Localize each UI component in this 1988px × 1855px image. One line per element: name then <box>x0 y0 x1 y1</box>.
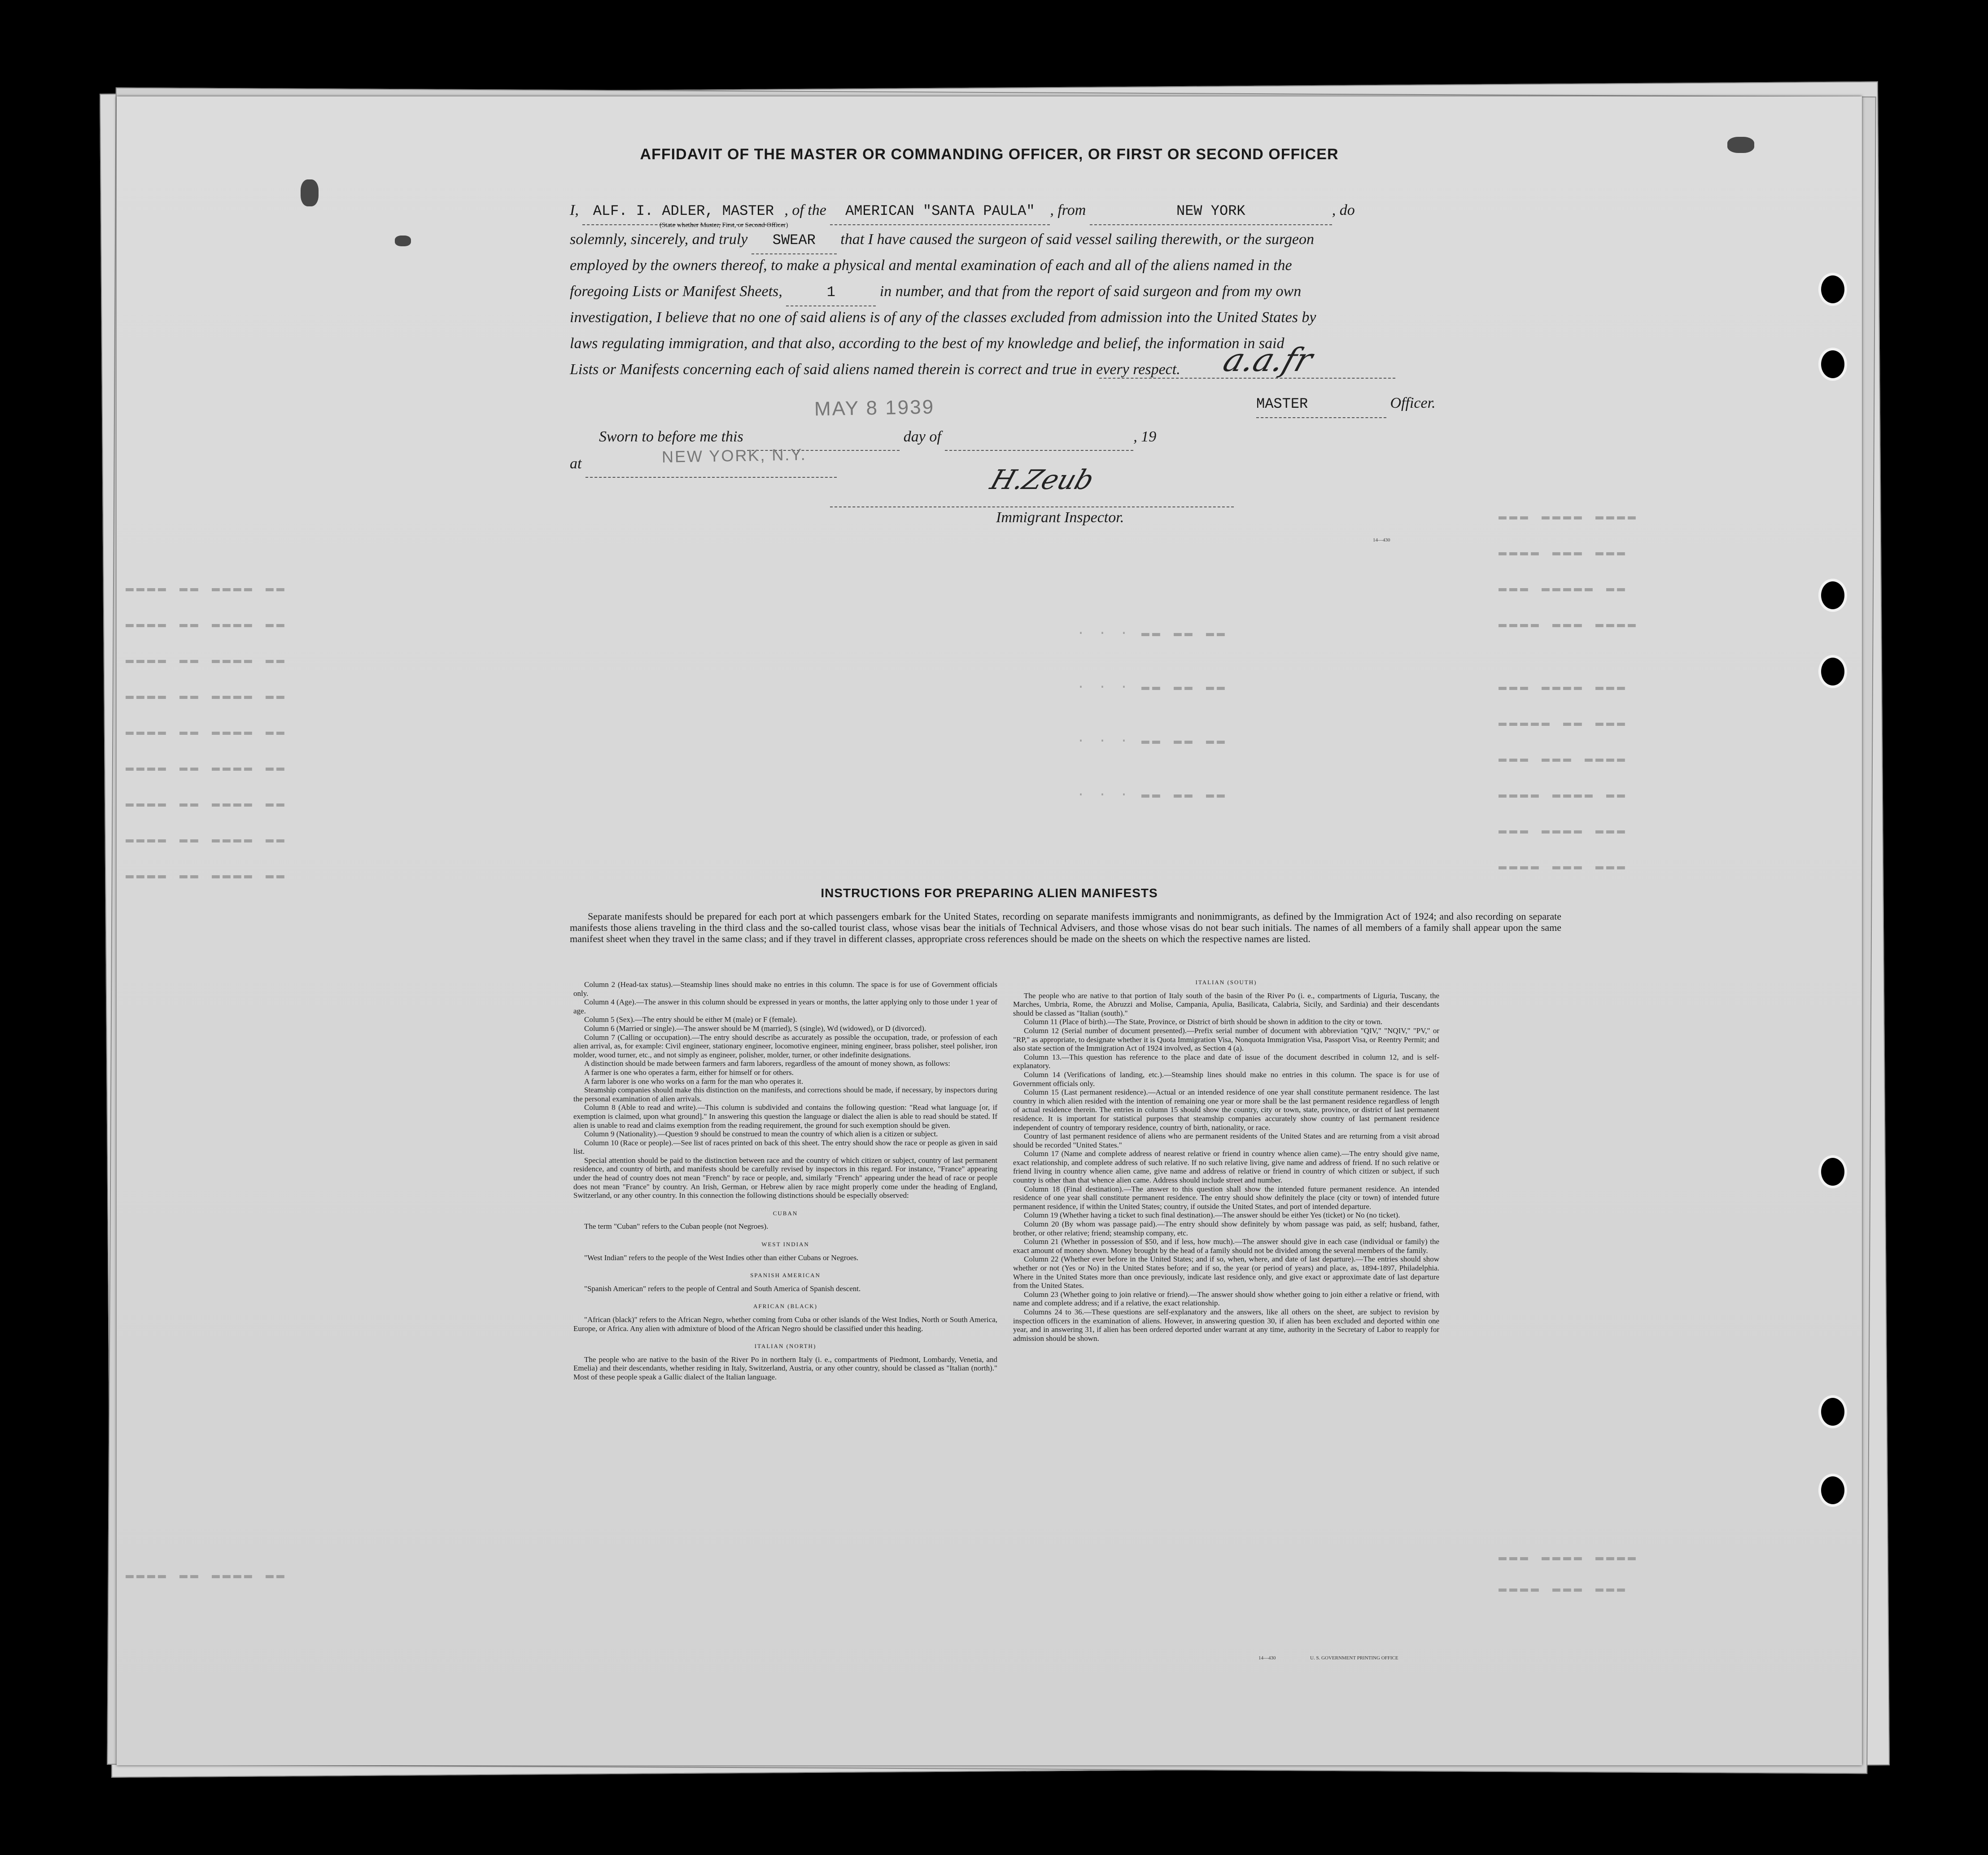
instruction-paragraph: Column 17 (Name and complete address of nearest relative or friend in country whence alien came).—The entry should give name, exact relationship, and complete address of such relative. If no such relative living, give name and address of friend. If no such relative or friend living in country whence alien came, give name and address of relative or friend in country of which citizen or subject, if such country is other than that whence alien came. Address should include street and number. <box>1013 1149 1439 1185</box>
instruction-paragraph: Column 13.—This question has reference to the place and date of issue of the document described in column 12, and is self-explanatory. <box>1013 1052 1439 1070</box>
instruction-paragraph: Column 22 (Whether ever before in the United States; and if so, when, where, and date of last departure).—The entries should show whether or not (Yes or No) in the United States before; and if so, the year (or period of years) and place, as, 1894-1897, Philadelphia. Where in the United States more than once previously, indicate last residence only, and give exact or approximate date of last departure from the United States. <box>1013 1255 1439 1290</box>
affidavit-line-1 <box>570 197 1561 225</box>
date-stamp: MAY 8 1939 <box>814 396 935 420</box>
instruction-paragraph: Column 7 (Calling or occupation).—The entry should describe as accurately as possible the occupation, trade, or profession of each alien arrival, as, for example: Civil engineer, stationary engineer, locomotive engineer, mining engineer, brass polisher, steel polisher, iron molder, wood turner, etc., and not simply as engineer, polisher, molder, turner, or other indefinite designations. <box>573 1033 997 1059</box>
african-definition: "African (black)" refers to the African Negro, whether coming from Cuba or other islands of the West Indies, North or South America, Europe, or Africa. Any alien with admixture of blood of the African Negro should be classified under this heading. <box>573 1315 997 1333</box>
word-sworn: Sworn to before me this <box>599 428 743 445</box>
italian-north-definition: The people who are native to the basin of the River Po in northern Italy (i. e., compartments of Piedmont, Lombardy, Venetia, and Emelia) and their descendants, whether residing in Italy, Switzerland, Austria, or any other country, should be classed as "Italian (north)." Most of these people speak a Gallic dialect of the Italian language. <box>573 1355 997 1381</box>
west-indian-definition: "West Indian" refers to the people of the West Indies other than either Cubans or Negroes. <box>584 1253 859 1262</box>
instruction-paragraph: Column 9 (Nationality).—Question 9 should be construed to mean the country of which alien is a citizen or subject. <box>584 1130 938 1139</box>
cuban-definition: The term "Cuban" refers to the Cuban people (not Negroes). <box>584 1222 769 1231</box>
word-i: I, <box>570 202 579 218</box>
word-solemnly: solemnly, sincerely, and truly <box>570 231 748 248</box>
officer-rank-line <box>1256 390 1570 418</box>
instruction-paragraph: Column 6 (Married or single).—The answer should be M (married), S (single), Wd (widowed), or D (divorced). <box>584 1024 926 1033</box>
punch-hole <box>1818 1395 1847 1428</box>
section-heading-west-indian: WEST INDIAN <box>761 1241 809 1248</box>
instruction-paragraph: A distinction should be made between farmers and farm laborers, regardless of the amount of money shown, as follows: <box>584 1059 950 1068</box>
word-19: , 19 <box>1133 428 1157 445</box>
punch-hole <box>1818 655 1847 688</box>
word-foregoing: foregoing Lists or Manifest Sheets, <box>570 283 782 300</box>
instruction-paragraph: A farmer is one who operates a farm, either for himself or for others. <box>584 1068 794 1077</box>
instruction-paragraph: Column 20 (By whom was passage paid).—The entry should show definitely by whom passage was paid, as self; husband, father, brother, or other relative; friend; steamship company, etc. <box>1013 1220 1439 1237</box>
affidavit-line-4 <box>570 279 1561 306</box>
at-line <box>570 451 974 478</box>
punch-hole <box>1818 1474 1847 1507</box>
instruction-paragraph: Column 23 (Whether going to join relative or friend).—The answer should show whether going to join either a relative or friend, with name and complete address; and if a relative, the exact relationship. <box>1013 1290 1439 1308</box>
instruction-paragraph: Column 4 (Age).—The answer in this column should be expressed in years or months, the latter applying only to those under 1 year of age. <box>573 998 997 1015</box>
affidavit-title: AFFIDAVIT OF THE MASTER OR COMMANDING OFFICER, OR FIRST OR SECOND OFFICER <box>640 146 1339 163</box>
officer-name: ALF. I. ADLER, MASTER <box>582 198 784 225</box>
instruction-paragraph: Column 18 (Final destination).—The answer to this question shall show the intended future permanent residence. An intended residence of one year shall constitute permanent residence. The entry should show definitely the place (city or town) of intended future permanent residence, if within the United States; country, if outside the United States, and port of intended departure. <box>1013 1184 1439 1211</box>
punch-hole <box>1818 273 1847 306</box>
section-heading-italian-north: ITALIAN (NORTH) <box>754 1343 817 1350</box>
affidavit-line-5: investigation, I believe that no one of said aliens is of any of the classes excluded from admission into the United States by <box>570 309 1316 326</box>
word-from: , from <box>1050 202 1086 218</box>
spanish-american-definition: "Spanish American" refers to the people of Central and South America of Spanish descent. <box>584 1284 861 1293</box>
section-heading-spanish-american: SPANISH AMERICAN <box>750 1272 821 1279</box>
printer-imprint: U. S. GOVERNMENT PRINTING OFFICE <box>1310 1655 1398 1661</box>
form-number-top: 14—430 <box>1373 537 1390 543</box>
instruction-paragraph: Column 5 (Sex).—The entry should be either M (male) or F (female). <box>584 1015 797 1024</box>
section-heading-italian-south: ITALIAN (SOUTH) <box>1195 979 1257 986</box>
sheet-count: 1 <box>786 279 876 306</box>
word-that: that I have caused the surgeon of said vessel sailing therewith, or the surgeon <box>840 231 1315 248</box>
punch-hole <box>1818 1155 1847 1188</box>
word-officer: Officer. <box>1390 395 1436 411</box>
word-do: , do <box>1332 202 1355 218</box>
instruction-paragraph: Steamship companies should make this distinction on the manifests, and corrections should be made, if necessary, by inspectors during the personal examination of alien arrivals. <box>573 1086 997 1103</box>
instruction-paragraph: Column 12 (Serial number of document presented).—Prefix serial number of document with abbreviation "QIV," "NQIV," "PV," or "RP," as appropriate, to designate whether it is Quota Immigration Visa, Nonquota Immigration Visa, Passport Visa, or Reentry Permit; and also state section of the Immigration Act of 1924 involved, as Section 4 (a). <box>1013 1026 1439 1053</box>
instructions-left-column <box>573 980 997 1382</box>
master-signature: a.a.fr <box>1219 341 1318 379</box>
instruction-paragraph: The people who are native to that portion of Italy south of the basin of the River Po (i. e., compartments of Liguria, Tuscany, the Marches, Umbria, Rome, the Abruzzi and Molise, Campania, Apulia, Basilicata, Calabria, Sicily, and Sardinia) and their descendants should be classed as "Italian (south)." <box>1013 991 1439 1017</box>
officer-rank: MASTER <box>1256 391 1386 418</box>
punch-hole <box>1818 579 1847 612</box>
instruction-paragraph: Column 15 (Last permanent residence).—Actual or an intended residence of one year shall constitute permanent residence. The last country in which alien resided with the intention of remaining one year or more shall be the last permanent residence regardless of length of actual residence therein. The entries in column 15 should show the country, city or town, state, province, or district of last permanent residence. It is important for statistical purposes that steamship companies accurately show country of last permanent residence independent of country of temporary residence, country of birth, nationality, or race. <box>1013 1088 1439 1132</box>
instruction-paragraph: Country of last permanent residence of aliens who are permanent residents of the United States and are returning from a visit abroad should be recorded "United States." <box>1013 1132 1439 1149</box>
section-heading-african: AFRICAN (BLACK) <box>753 1303 818 1310</box>
instruction-paragraph: Special attention should be paid to the distinction between race and the country of which citizen or subject, country of last permanent residence, and country of birth, and manifests should be carefully revised by inspectors in this regard. For instance, "France" appearing under the head of country does not mean "French" by race or people, and, similarly "French" appearing under the head of race or people does not mean "France" by country. An Irish, German, or Hebrew alien by race might properly come under the heading of England, Switzerland, or any other country. In this connection the following distinctions should be especially observed: <box>573 1156 997 1200</box>
ship-name: AMERICAN "SANTA PAULA" <box>830 198 1050 225</box>
inspector-signature: H.Zeub <box>986 464 1098 496</box>
section-heading-cuban: CUBAN <box>773 1209 798 1217</box>
instruction-paragraph: Column 11 (Place of birth).—The State, Province, or District of birth should be shown in addition to the city or town. <box>1024 1017 1383 1026</box>
instruction-paragraph: Column 10 (Race or people).—See list of races printed on back of this sheet. The entry should show the race or people as given in said list. <box>573 1138 997 1156</box>
word-day-of: day of <box>903 428 941 445</box>
instructions-intro: Separate manifests should be prepared for each port at which passengers embark for the United States, recording on separate manifests immigrants and nonimmigrants, as defined by the Immigration Act of 1924; and also recording on separate manifests those aliens traveling in the third class and the so-called tourist class, whose visas bear the initials of Technical Advisers, and those whose visas do not bear such initials. The names of all members of a family shall appear upon the same manifest sheet when they travel in the same class; and if they travel in different classes, appropriate cross references should be made on the sheets on which the respective names are listed. <box>570 911 1561 944</box>
punch-hole <box>1818 348 1847 381</box>
instruction-paragraph: A farm laborer is one who works on a farm for the man who operates it. <box>584 1077 804 1086</box>
instruction-paragraph: Column 2 (Head-tax status).—Steamship lines should make no entries in this column. The space is for use of Government officials only. <box>573 980 997 998</box>
place-stamp: NEW YORK, N.Y. <box>661 445 807 466</box>
affidavit-sheet: ▬▬▬ ▬▬▬▬ ▬▬▬▬ ▬▬▬▬ ▬▬▬ ▬▬▬ ▬▬▬ ▬▬▬▬▬ ▬▬ ▬▬▬▬ ▬▬▬ ▬▬▬▬ ▬▬▬ ▬▬▬▬ ▬▬▬ ▬▬▬▬▬ ▬▬ ▬▬▬ ▬▬▬ ▬▬▬ ▬▬▬▬ ▬▬▬▬ ▬▬▬▬ ▬▬ ▬▬▬ ▬▬▬▬ ▬▬▬ ▬▬▬▬ ▬▬▬ ▬▬▬ ▬▬▬▬ ▬▬ ▬▬▬▬ ▬▬ ▬▬▬▬ ▬▬ ▬▬▬▬ ▬▬ ▬▬▬▬ ▬▬ ▬▬▬▬ ▬▬ ▬▬▬▬ ▬▬ ▬▬▬▬ ▬▬ ▬▬▬▬ ▬▬ ▬▬▬▬ ▬▬ ▬▬▬▬ ▬▬ ▬▬▬▬ ▬▬ ▬▬▬▬ ▬▬ ▬▬▬▬ ▬▬ ▬▬▬▬ ▬▬ ▬▬▬▬ ▬▬ ▬▬▬▬ ▬▬ ▬▬▬▬ ▬▬ · · · ▬▬ ▬▬ ▬▬ · · · ▬▬ ▬▬ ▬▬ · · · ▬▬ ▬▬ ▬▬ · · · ▬▬ ▬▬ ▬▬ ▬▬▬ ▬▬▬▬ ▬▬▬▬ ▬▬▬▬ ▬▬▬ ▬▬▬ ▬▬▬▬ ▬▬ ▬▬▬▬ ▬▬ AFFIDAVIT OF THE MASTER OR COMMANDING OFFICER, OR FIRST OR SECOND OFFICER I, ALF. I. ADLER, MASTER , of the AMERICAN "SANTA PAULA" , from NEW YORK , do (State whether Master, First, or Second Officer) solemnly, sincerely, and truly SWEAR that I have caused the surgeon of said vessel sailing therewith, or the surgeon employed by the owners thereof, to make a physical and mental examination of each and all of the aliens named in the foregoing Lists or Manifest Sheets, 1 in number, and that from the report of said surgeon and from my own investigation, I believe that no one of said aliens is of any of the classes excluded from admission into the United States by laws regulating immigration, and that also, according to the best of my knowledge and belief, the information in said Lists or Manifests concerning each of said aliens named therein is correct and true in every respect. a.a.fr MASTER Officer. MAY 8 1939 Sworn to before me this day of , 19 NEW YORK, N.Y. at H.Zeub Immigrant Inspector. 14—430 INSTRUCTIONS FOR PREPARING ALIEN MANIFESTS Separate manifests should be prepared for each port at which passengers embark for the United States, recording on separate manifests immigrants and nonimmigrants, as defined by the Immigration Act of 1924; and also recording on separate manifests those aliens traveling in the third class and the so-called tourist class, whose visas bear the initials of Technical Advisers, and those whose visas do not bear such initials. The names of all members of a family shall appear upon the same manifest sheet when they travel in the same class; and if they travel in different classes, appropriate cross references should be made on the sheets on which the respective names are listed. Column 2 (Head-tax status).—Steamship lines should make no entries in this column. The space is for use of Government officials only. Column 4 (Age).—The answer in this column should be expressed in years or months, the latter applying only to those under 1 year of age. Column 5 (Sex).—The entry should be either M (male) or F (female). Column 6 (Married or single).—The answer should be M (married), S (single), Wd (widowed), or D (divorced). Column 7 (Calling or occupation).—The entry should describe as accurately as possible the occupation, trade, or profession of each alien arrival, as, for example: Civil engineer, stationary engineer, locomotive engineer, mining engineer, brass polisher, steel polisher, iron molder, wood turner, etc., and not simply as engineer, polisher, molder, turner, or other indefinite designations. A distinction should be made between farmers and farm laborers, regardless of the amount of money shown, as follows: A farmer is one who operates a farm, either for himself or for others. A farm laborer is one who works on a farm for the man who operates it. Steamship companies should make this distinction on the manifests, and corrections should be made, if necessary, by inspectors during the personal examination of alien arrivals. Column 8 (Able to read and write).—This column is subdivided and contains the following question: "Read what language [or, if exemption is claimed, upon what ground]." In answering this question the language or dialect the alien is able to read should be stated. If alien is unable to read and claims exemption from the reading requirement, the ground for such exemption should be given. Column 9 (Nationality).—Question 9 should be construed to mean the country of which alien is a citizen or subject. Column 10 (Race or people).—See list of races printed on back of this sheet. The entry should show the race or people as given in said list. Special attention should be paid to the distinction between race and the country of which citizen or subject, country of last permanent residence, and country of birth, and manifests should be carefully revised by inspectors in this regard. For instance, "France" appearing under the head of country does not mean "French" by race or people, and, similarly "French" appearing under the head of race or people does not mean "France" by country. An Irish, German, or Hebrew alien by race might properly come under the heading of England, Switzerland, or any other country. In this connection the following distinctions should be especially observed: CUBAN The term "Cuban" refers to the Cuban people (not Negroes). WEST INDIAN "West Indian" refers to the people of the West Indies other than either Cubans or Negroes. SPANISH AMERICAN "Spanish American" refers to the people of Central and South America of Spanish descent. AFRICAN (BLACK) "African (black)" refers to the African Negro, whether coming from Cuba or other islands of the West Indies, North or South America, Europe, or Africa. Any alien with admixture of blood of the African Negro should be classified under this heading. ITALIAN (NORTH) The people who are native to the basin of the River Po in northern Italy (i. e., compartments of Piedmont, Lombardy, Venetia, and Emelia) and their descendants, whether residing in Italy, Switzerland, Austria, or any other country, should be classed as "Italian (north)." Most of these people speak a Gallic dialect of the Italian language. ITALIAN (SOUTH) The people who are native to that portion of Italy south of the basin of the River Po (i. e., compartments of Liguria, Tuscany, the Marches, Umbria, Rome, the Abruzzi and Molise, Campania, Apulia, Basilicata, Calabria, Sicily, and Sardinia) and their descendants should be classed as "Italian (south)." Column 11 (Place of birth).—The State, Province, or District of birth should be shown in addition to the city or town. Column 12 (Serial number of document presented).—Prefix serial number of document with abbreviation "QIV," "NQIV," "PV," or "RP," as appropriate, to designate whether it is Quota Immigration Visa, Nonquota Immigration Visa, Passport Visa, or Reentry Permit; and also state section of the Immigration Act of 1924 involved, as Section 4 (a). Column 13.—This question has reference to the place and date of issue of the document described in column 12, and is self-explanatory. Column 14 (Verifications of landing, etc.).—Steamship lines should make no entries in this column. The space is for use of Government officials only. Column 15 (Last permanent residence).—Actual or an intended residence of one year shall constitute permanent residence. The last country in which alien resided with the intention of remaining one year or more shall be the last permanent residence regardless of length of actual residence therein. The entries in column 15 should show the country, city or town, state, province, or district of last permanent residence. It is important for statistical purposes that steamship companies accurately show country of last permanent residence independent of country of temporary residence, country of birth, nationality, or race. Country of last permanent residence of aliens who are permanent residents of the United States and are returning from a visit abroad should be recorded "United States." Column 17 (Name and complete address of nearest relative or friend in country whence alien came).—The entry should give name, exact relationship, and complete address of such relative. If no such relative living, give name and address of friend. If no such relative or friend living in country whence alien came, give name and address of relative or friend in country of which citizen or subject, if such country is other than that whence alien came. Address should include street and number. Column 18 (Final destination).—The answer to this question shall show the intended future permanent residence. An intended residence of one year shall constitute permanent residence. The entry should show definitely the place (city or town) of intended future permanent residence, if within the United States; country, if outside the United States, and port of intended departure. Column 19 (Whether having a ticket to such final destination).—The answer should be either Yes (ticket) or No (no ticket). Column 20 (By whom was passage paid).—The entry should show definitely by whom passage was paid, as self; husband, father, brother, or other relative; friend; steamship company, etc. Column 21 (Whether in possession of $50, and if less, how much).—The answer should give in each case (individual or family) the exact amount of money shown. Money brought by the head of a family should not be divided among the several members of the family. Column 22 (Whether ever before in the United States; and if so, when, where, and date of last departure).—The entries should show whether or not (Yes or No) in the United States before; and if so, the year (or period of years) and place, as, 1894-1897, Philadelphia. Where in the United States more than once previously, indicate last residence only, and give exact or approximate date of last departure from the United States. Column 23 (Whether going to join relative or friend).—The answer should show whether going to join either a relative or friend, with name and complete address; and if a relative, the exact relationship. Columns 24 to 36.—These questions are self-explanatory and the answers, like all others on the sheet, are subject to revision by inspection officers in the examination of aliens. However, in answering question 30, if alien has been excluded and deported within one year, and in answering 31, if alien has been ordered deported under warrant at any time, authority in the Secretary of Labor to reapply for admission should be shown. 14—430 U. S. GOVERNMENT PRINTING OFFICE <box>117 96 1862 1765</box>
instruction-paragraph: Columns 24 to 36.—These questions are self-explanatory and the answers, like all others on the sheet, are subject to revision by inspection officers in the examination of aliens. However, in answering question 30, if alien has been excluded and deported within one year, and in answering 31, if alien has been ordered deported under warrant at any time, authority in the Secretary of Labor to reapply for admission should be shown. <box>1013 1307 1439 1343</box>
affidavit-line-7: Lists or Manifests concerning each of said aliens named therein is correct and true in every respect. <box>570 361 1180 378</box>
instruction-paragraph: Column 21 (Whether in possession of $50, and if less, how much).—The answer should give in each case (individual or family) the exact amount of money shown. Money brought by the head of a family should not be divided among the several members of the family. <box>1013 1237 1439 1255</box>
ink-smudge <box>301 179 319 206</box>
affidavit-line-3: employed by the owners thereof, to make a physical and mental examination of each and all of the aliens named in the <box>570 257 1292 274</box>
rank-instruction-note: (State whether Master, First, or Second Officer) <box>660 222 788 229</box>
word-in-number: in number, and that from the report of said surgeon and from my own <box>879 283 1302 300</box>
form-number-bottom: 14—430 <box>1258 1655 1276 1661</box>
ink-smudge <box>395 236 411 246</box>
word-at: at <box>570 455 582 472</box>
instructions-title: INSTRUCTIONS FOR PREPARING ALIEN MANIFESTS <box>821 886 1158 900</box>
affidavit-line-6: laws regulating immigration, and that also, according to the best of my knowledge and belief, the information in said <box>570 335 1285 352</box>
word-of-the: , of the <box>784 202 826 218</box>
departure-port: NEW YORK <box>1090 198 1332 225</box>
instruction-paragraph: Column 14 (Verifications of landing, etc.).—Steamship lines should make no entries in this column. The space is for use of Government officials only. <box>1013 1070 1439 1088</box>
instructions-right-column <box>1013 978 1439 1343</box>
instruction-paragraph: Column 19 (Whether having a ticket to such final destination).—The answer should be either Yes (ticket) or No (no ticket). <box>1024 1211 1400 1220</box>
inspector-label: Immigrant Inspector. <box>996 509 1124 526</box>
oath-type: SWEAR <box>752 227 837 254</box>
affidavit-line-2 <box>570 227 1561 254</box>
instruction-paragraph: Column 8 (Able to read and write).—This column is subdivided and contains the following question: "Read what language [or, if exemption is claimed, upon what ground]." In answering this question the language or dialect the alien is able to read should be stated. If alien is unable to read and claims exemption from the reading requirement, the ground for such exemption should be given. <box>573 1103 997 1130</box>
